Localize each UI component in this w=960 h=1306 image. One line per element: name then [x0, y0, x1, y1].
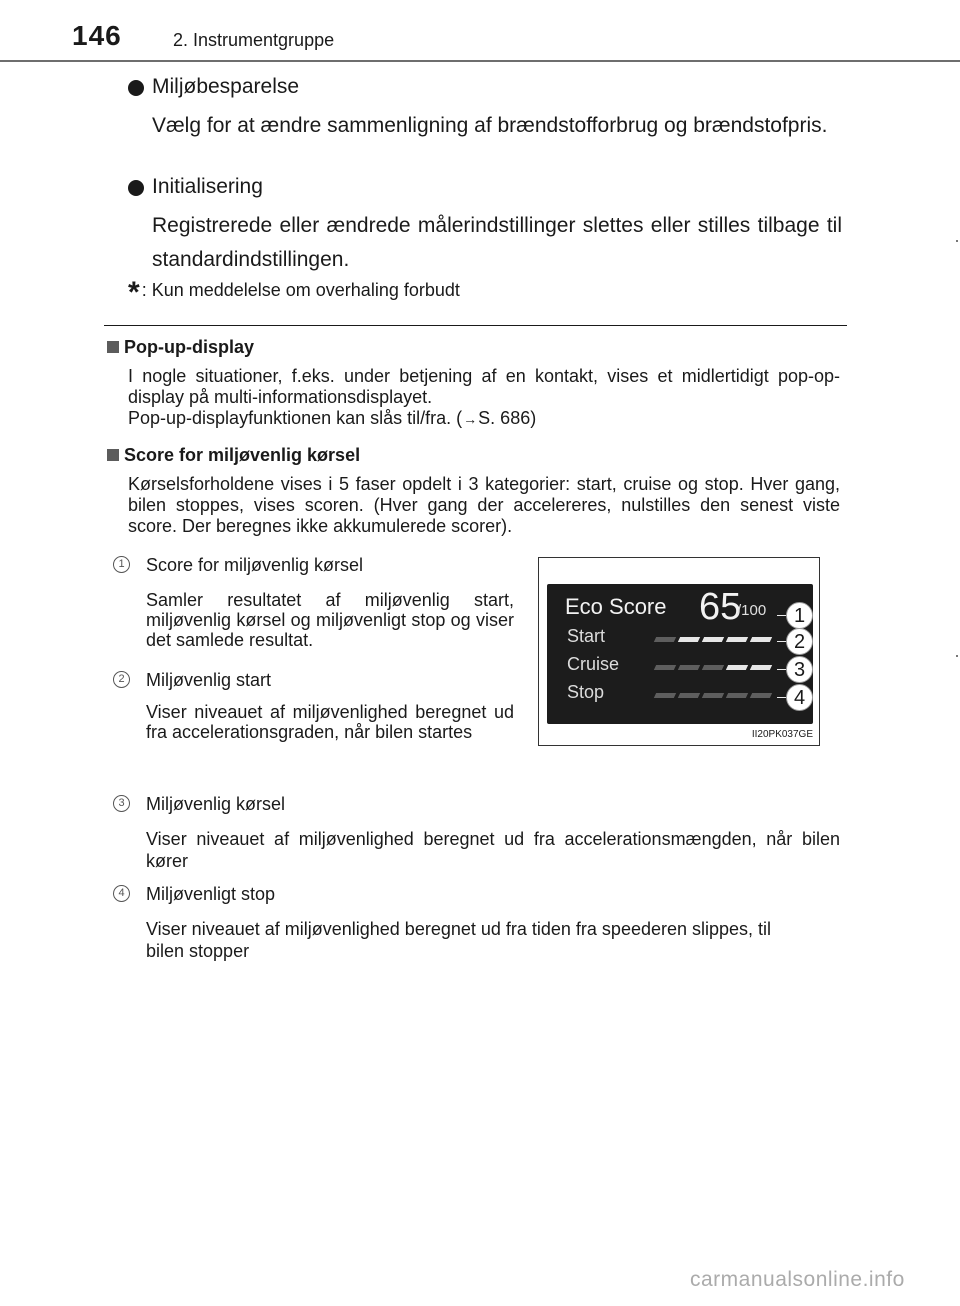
- note-heading-eco-score: [107, 445, 360, 466]
- level-bar-segment: [678, 693, 700, 698]
- note-text: I nogle situationer, f.eks. under betjening af en kontakt, vises et midlertidigt pop-op-display på multi-informationsdisplayet.: [128, 366, 840, 407]
- arrow-right-icon: →: [463, 411, 478, 427]
- callout-description: Viser niveauet af miljøvenlighed beregnet ud fra tiden fra speederen slippes, til bilen stopper: [146, 919, 772, 961]
- bullet-title: Initialisering: [152, 175, 263, 198]
- edge-mark: [956, 240, 958, 242]
- note-heading-text: Score for miljøvenlig kørsel: [124, 445, 361, 465]
- display-score-max: /100: [737, 602, 767, 619]
- callout-label: Miljøvenlig kørsel: [146, 794, 286, 814]
- level-bar-segment: [750, 637, 772, 642]
- section-divider: [104, 325, 847, 326]
- display-row-label: Stop: [567, 682, 605, 702]
- note-text-reference: Pop-up-displayfunktionen kan slås til/fra. (→S. 686): [128, 408, 537, 428]
- level-bar-segment: [726, 637, 748, 642]
- callout-label: Miljøvenligt stop: [146, 884, 276, 904]
- bullet-title: Miljøbesparelse: [152, 75, 300, 98]
- footnote-text: : Kun meddelelse om overhaling forbudt: [141, 280, 460, 300]
- bullet-body: Vælg for at ændre sammenligning af brændstofforbrug og brændstofpris.: [152, 114, 828, 137]
- callout-number-badge: 3: [113, 795, 130, 812]
- callout-number-marker: 4: [786, 684, 813, 711]
- bullet-dot-icon: [128, 180, 144, 196]
- note-heading-popup: [107, 337, 254, 358]
- callout-description: Viser niveauet af miljøvenlighed beregnet ud fra accelerationsmængden, når bilen kører: [146, 829, 840, 871]
- callout-number-marker: 1: [786, 602, 813, 629]
- callout-number-marker: 3: [786, 656, 813, 683]
- edge-mark: [956, 655, 958, 657]
- page-number: 146: [72, 20, 122, 51]
- callout-label: Miljøvenlig start: [146, 670, 272, 690]
- level-bar-segment: [750, 665, 772, 670]
- eco-score-display: [547, 584, 813, 724]
- callout-number-marker: 2: [786, 628, 813, 655]
- display-score-value: 65: [699, 586, 742, 628]
- level-bar-segment: [702, 637, 724, 642]
- level-bar-segment: [726, 665, 748, 670]
- square-bullet-icon: [107, 449, 119, 461]
- level-bar-segment: [654, 637, 676, 642]
- display-row-label: Cruise: [567, 654, 620, 674]
- display-title: Eco Score: [565, 594, 667, 619]
- header-rule: [0, 60, 960, 62]
- watermark: carmanualsonline.info: [690, 1268, 905, 1291]
- note-body-popup: [128, 366, 840, 430]
- figure-code: II20PK037GE: [751, 729, 813, 740]
- callout-number-badge: 2: [113, 671, 130, 688]
- level-bar-segment: [726, 693, 748, 698]
- level-bar-segment: [678, 665, 700, 670]
- footnote-marker: *: [128, 276, 140, 309]
- page-header: [0, 0, 960, 64]
- callout-description: Samler resultatet af miljøvenlig start, miljøvenlig kørsel og miljøvenligt stop og viser det samlede resultat.: [146, 590, 514, 650]
- note-heading-text: Pop-up-display: [124, 337, 254, 357]
- callout-label: Score for miljøvenlig kørsel: [146, 555, 364, 575]
- callout-number-badge: 4: [113, 885, 130, 902]
- level-bar-segment: [678, 637, 700, 642]
- level-bar-segment: [750, 693, 772, 698]
- note-body-eco-score: Kørselsforholdene vises i 5 faser opdelt i 3 kategorier: start, cruise og stop. Hver gang, bilen stoppes, vises scoren. (Hver gang der accelereres, nulstilles den senest viste score. Der beregnes ikke akkumulerede scorer).: [128, 474, 840, 536]
- display-row-label: Start: [567, 626, 606, 646]
- bullet-body: Registrerede eller ændrede målerindstillinger slettes eller stilles tilbage til standardindstillingen.: [152, 214, 842, 271]
- bullet-dot-icon: [128, 80, 144, 96]
- callout-number-badge: 1: [113, 556, 130, 573]
- level-bar-segment: [654, 665, 676, 670]
- level-bar-segment: [702, 665, 724, 670]
- callout-description: Viser niveauet af miljøvenlighed beregnet ud fra accelerationsgraden, når bilen startes: [146, 702, 514, 742]
- eco-score-figure: [538, 557, 820, 746]
- section-title: 2. Instrumentgruppe: [173, 30, 335, 50]
- level-bar-segment: [654, 693, 676, 698]
- footnote: [128, 276, 460, 309]
- square-bullet-icon: [107, 341, 119, 353]
- level-bar-segment: [702, 693, 724, 698]
